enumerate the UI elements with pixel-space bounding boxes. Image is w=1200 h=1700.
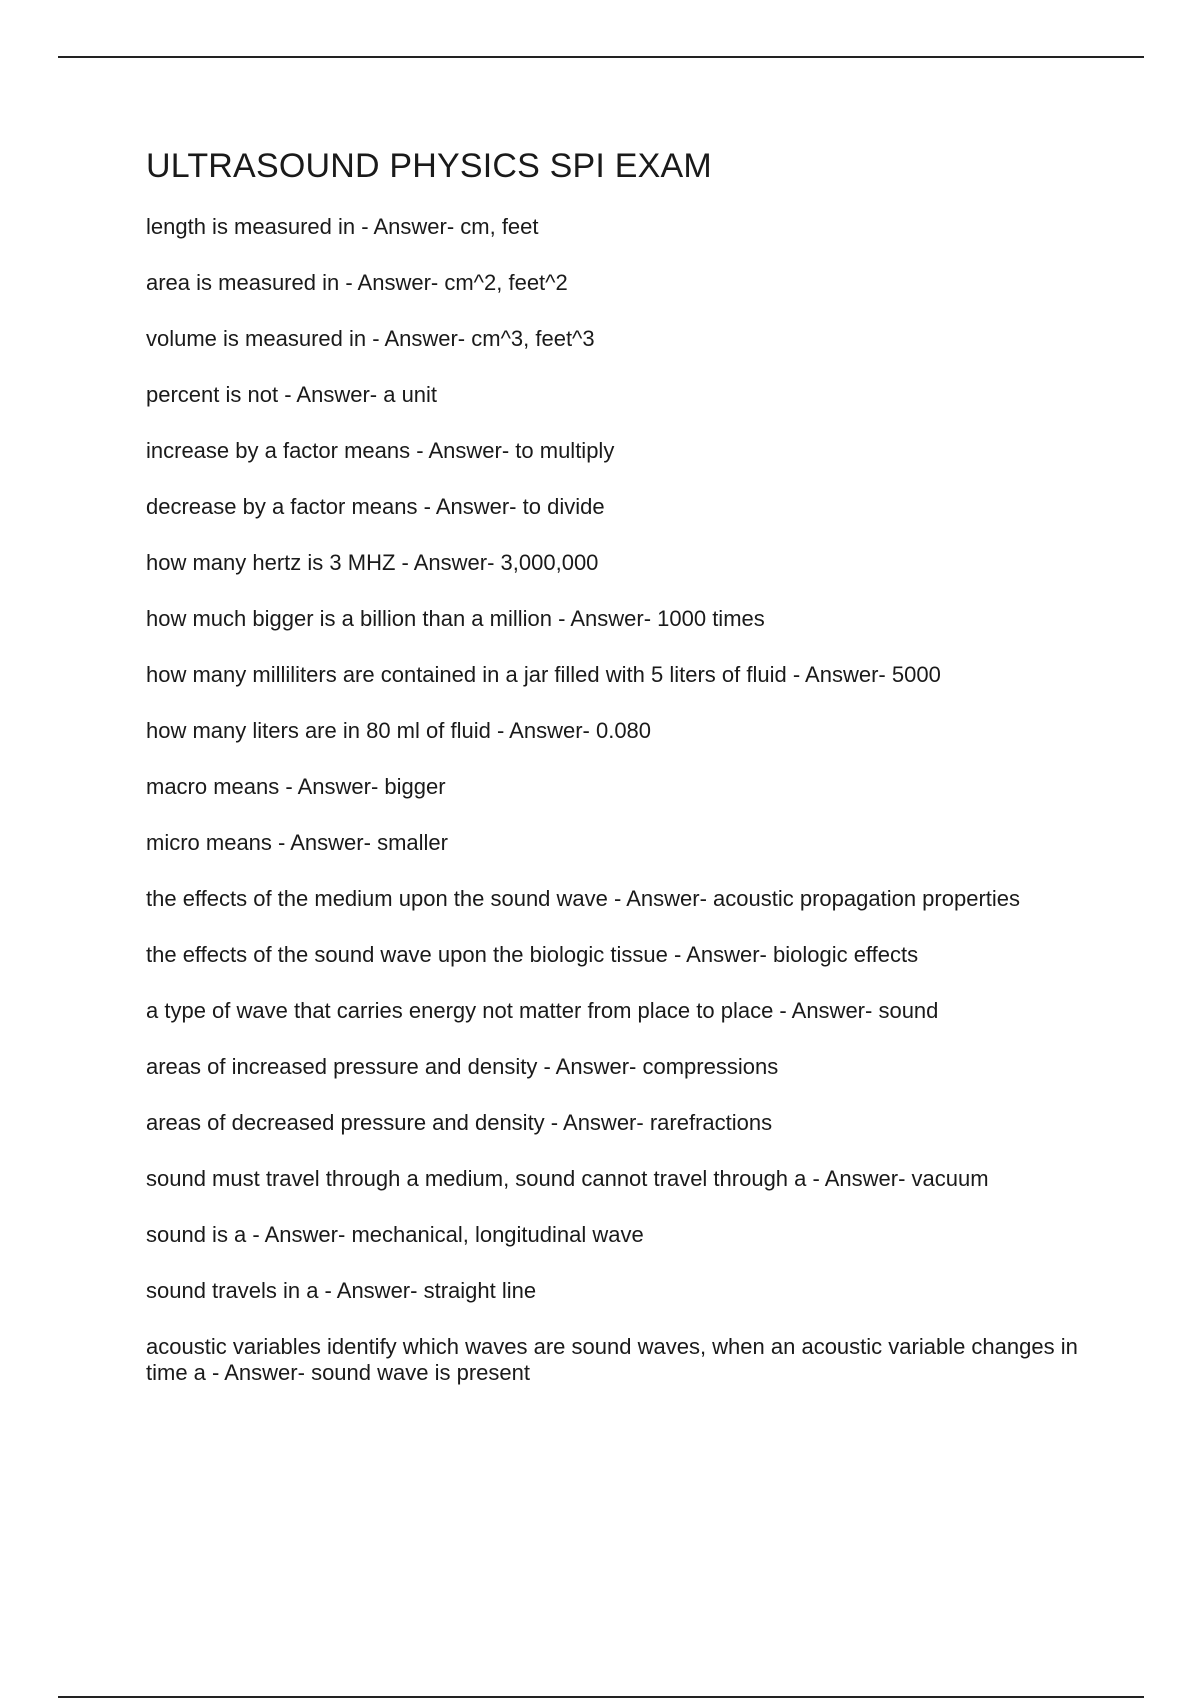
answer-text: 3,000,000 [500,550,599,575]
top-rule [58,56,1144,58]
answer-text: 1000 times [657,606,765,631]
question-text: macro means [146,774,280,799]
question-text: how many liters are in 80 ml of fluid [146,718,491,743]
qa-item [146,606,1086,632]
qa-item [146,886,1086,912]
question-text: how many milliliters are contained in a jar filled with 5 liters of fluid [146,662,787,687]
document-body [146,140,1106,1416]
answer-separator: - Answer- [246,1222,352,1247]
qa-list [146,214,1106,1386]
qa-item [146,494,1086,520]
qa-item [146,1222,1086,1248]
answer-text: compressions [642,1054,779,1079]
answer-separator: - Answer- [279,774,385,799]
answer-separator: - Answer- [552,606,658,631]
question-text: acoustic variables identify which waves are sound waves, when an acoustic variable changes in time a [146,1334,1078,1385]
answer-text: cm, feet [460,214,539,239]
answer-separator: - Answer- [395,550,501,575]
answer-separator: - Answer- [806,1166,912,1191]
qa-item [146,382,1086,408]
question-text: sound must travel through a medium, sound cannot travel through a [146,1166,807,1191]
answer-text: acoustic propagation properties [713,886,1021,911]
answer-text: 0.080 [595,718,652,743]
qa-item [146,830,1086,856]
answer-separator: - Answer- [773,998,879,1023]
bottom-rule [58,1696,1144,1698]
qa-item [146,326,1086,352]
question-text: volume is measured in [146,326,367,351]
answer-text: sound [878,998,939,1023]
answer-text: straight line [423,1278,537,1303]
qa-item [146,1054,1086,1080]
qa-item [146,214,1086,240]
question-text: decrease by a factor means [146,494,418,519]
answer-text: vacuum [911,1166,989,1191]
qa-item [146,774,1086,800]
answer-text: 5000 [891,662,941,687]
answer-separator: - Answer- [278,382,384,407]
question-text: the effects of the medium upon the sound wave [146,886,608,911]
answer-separator: - Answer- [205,1360,312,1385]
answer-separator: - Answer- [417,494,523,519]
answer-text: biologic effects [772,942,919,967]
question-text: length is measured in [146,214,356,239]
answer-text: a unit [383,382,438,407]
qa-item [146,718,1086,744]
qa-item [146,942,1086,968]
answer-separator: - Answer- [490,718,596,743]
answer-separator: - Answer- [544,1110,650,1135]
question-text: how many hertz is 3 MHZ [146,550,396,575]
question-text: micro means [146,830,272,855]
answer-text: cm^2, feet^2 [444,270,568,295]
qa-item [146,1334,1086,1386]
answer-separator: - Answer- [366,326,472,351]
answer-separator: - Answer- [410,438,516,463]
question-text: area is measured in [146,270,340,295]
question-text: sound is a [146,1222,247,1247]
answer-text: bigger [384,774,446,799]
answer-separator: - Answer- [355,214,461,239]
answer-separator: - Answer- [339,270,445,295]
question-text: percent is not [146,382,279,407]
answer-text: to multiply [515,438,615,463]
answer-separator: - Answer- [537,1054,643,1079]
question-text: sound travels in a [146,1278,319,1303]
answer-text: rarefractions [649,1110,773,1135]
question-text: the effects of the sound wave upon the biologic tissue [146,942,668,967]
answer-separator: - Answer- [271,830,378,855]
answer-text: mechanical, longitudinal wave [351,1222,644,1247]
qa-item [146,1166,1086,1192]
qa-item [146,998,1086,1024]
qa-item [146,270,1086,296]
qa-item [146,438,1086,464]
answer-text: sound wave is present [311,1360,530,1385]
question-text: areas of increased pressure and density [146,1054,538,1079]
answer-text: to divide [522,494,605,519]
answer-separator: - Answer- [607,886,714,911]
answer-separator: - Answer- [667,942,773,967]
question-text: increase by a factor means [146,438,411,463]
qa-item [146,1110,1086,1136]
qa-item [146,662,1086,688]
answer-text: cm^3, feet^3 [471,326,595,351]
answer-text: smaller [377,830,448,855]
answer-separator: - Answer- [786,662,892,687]
question-text: how much bigger is a billion than a million [146,606,552,631]
question-text: a type of wave that carries energy not matter from place to place [146,998,774,1023]
answer-separator: - Answer- [318,1278,424,1303]
question-text: areas of decreased pressure and density [146,1110,545,1135]
document-title: ULTRASOUND PHYSICS SPI EXAM [146,147,712,185]
qa-item [146,1278,1086,1304]
qa-item [146,550,1086,576]
